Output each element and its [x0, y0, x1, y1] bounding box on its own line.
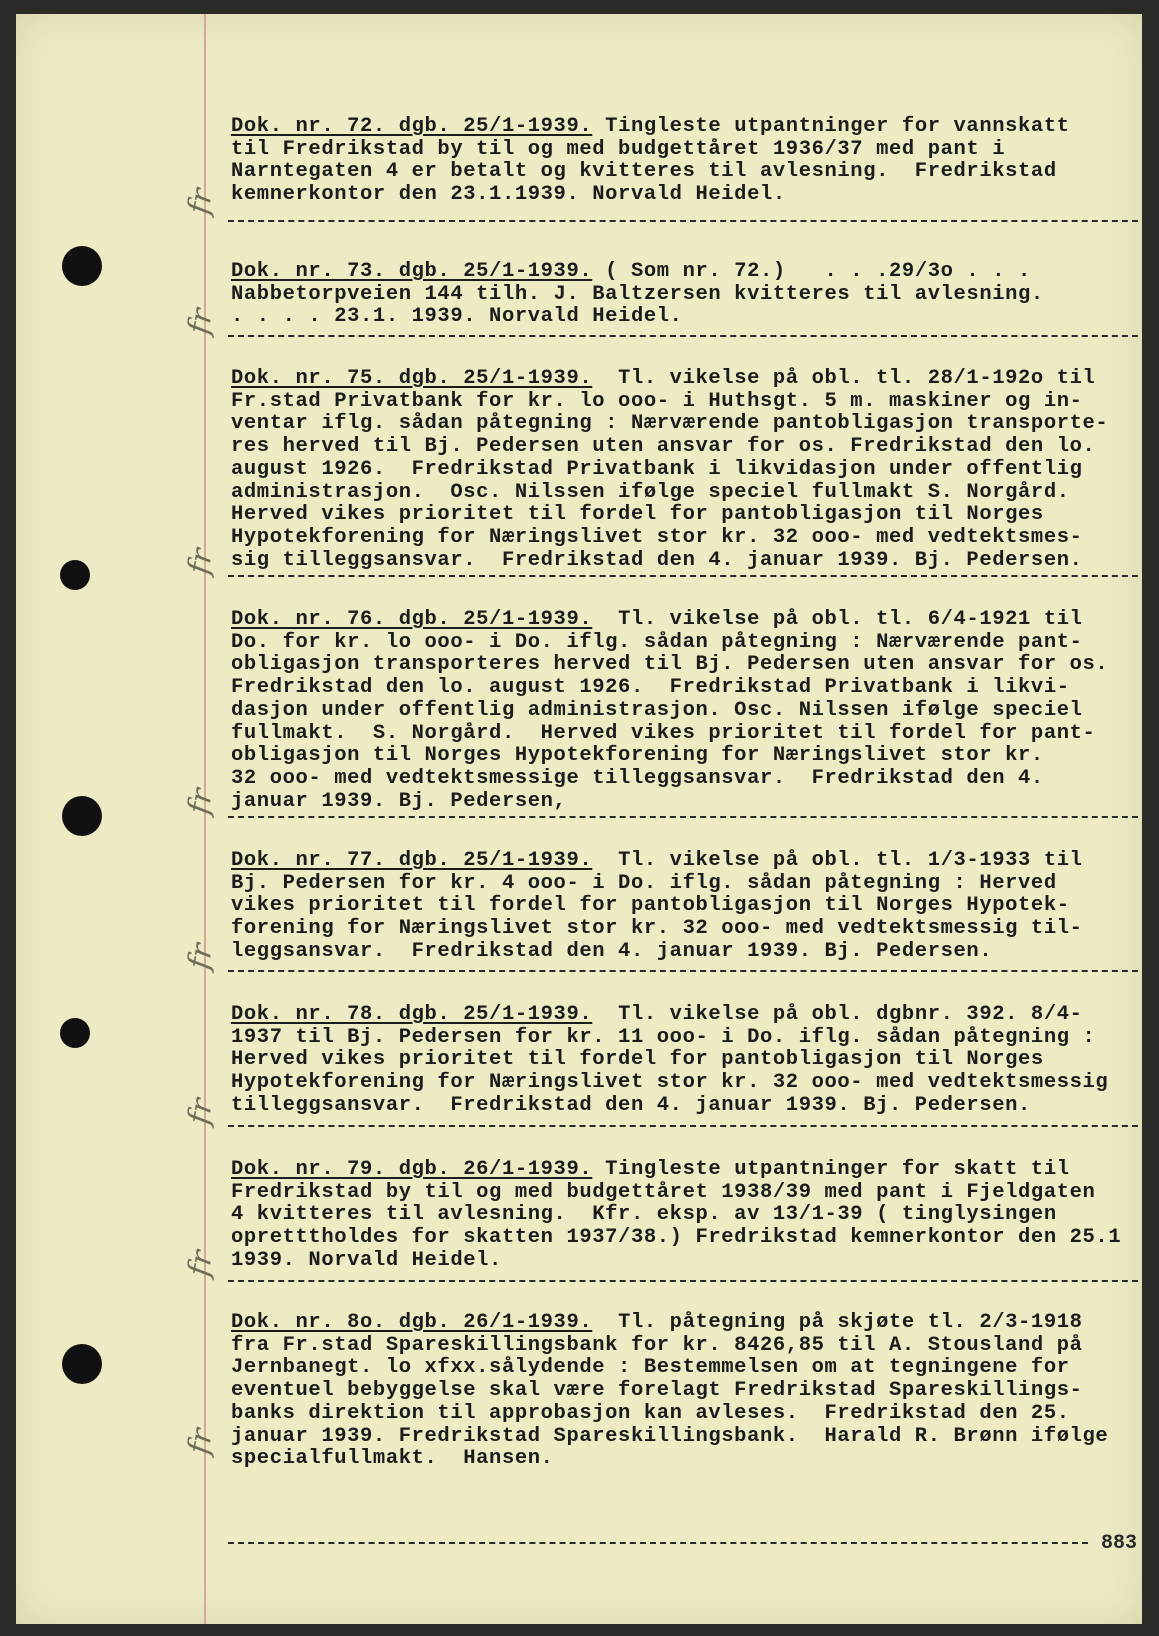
margin-mark: fr [181, 185, 221, 218]
margin-mark: fr [181, 940, 221, 973]
entry-line: Jernbanegt. lo xfxx.sålydende : Bestemmelsen om at tegningene for [231, 1356, 1070, 1380]
entry-line: til Fredrikstad by til og med budgettåret 1936/37 med pant i [231, 137, 1006, 161]
entry-text: ( Som nr. 72.) . . .29/3o . . . [592, 260, 1031, 283]
entry-line: res herved til Bj. Pedersen uten ansvar for os. Fredrikstad den lo. [231, 435, 1096, 459]
punch-hole [62, 246, 102, 286]
entry-80 [231, 1312, 1159, 1471]
entry-line: specialfullmakt. Hansen. [231, 1447, 554, 1471]
separator-line [228, 970, 1148, 972]
entry-line: Nabbetorpveien 144 tilh. J. Baltzersen kvitteres til avlesning. [231, 282, 1044, 306]
entry-line: 4 kvitteres til avlesning. Kfr. eksp. av 13/1-39 ( tinglysingen [231, 1203, 1057, 1227]
entry-line: ventar iflg. sådan påtegning : Nærværende pantobligasjon transporte- [231, 412, 1109, 436]
entry-text: Tl. påtegning på skjøte tl. 2/3-1918 [592, 1311, 1083, 1334]
separator-line [228, 1542, 1088, 1544]
entry-text: Tl. vikelse på obl. tl. 28/1-192o til [592, 367, 1096, 390]
entry-line: . . . . 23.1. 1939. Norvald Heidel. [231, 305, 683, 329]
margin-rule [204, 14, 206, 1624]
entry-line: tilleggsansvar. Fredrikstad den 4. januar 1939. Bj. Pedersen. [231, 1093, 1031, 1117]
separator-line [228, 1125, 1148, 1127]
entry-line: Do. for kr. lo ooo- i Do. iflg. sådan påtegning : Nærværende pant- [231, 630, 1083, 654]
entry-line: vikes prioritet til fordel for pantobligasjon til Norges Hypotek- [231, 894, 1070, 918]
entry-line: 32 ooo- med vedtektsmessige tilleggsansvar. Fredrikstad den 4. [231, 766, 1044, 790]
margin-mark: fr [181, 1247, 221, 1280]
margin-mark: fr [181, 1425, 221, 1458]
entry-line: 1939. Norvald Heidel. [231, 1248, 502, 1272]
entry-line: 1937 til Bj. Pedersen for kr. 11 ooo- i Do. iflg. sådan påtegning : [231, 1025, 1096, 1049]
punch-hole [62, 796, 102, 836]
entry-line: banks direktion til approbasjon kan avleses. Fredrikstad den 25. [231, 1401, 1070, 1425]
punch-hole [62, 1344, 102, 1384]
entry-line: Fredrikstad by til og med budgettåret 1938/39 med pant i Fjeldgaten [231, 1180, 1096, 1204]
separator-line [228, 575, 1148, 577]
entry-78 [231, 1004, 1159, 1118]
ledger-page [16, 14, 1142, 1624]
entry-line: august 1926. Fredrikstad Privatbank i likvidasjon under offentlig [231, 457, 1083, 481]
entry-line: obligasjon til Norges Hypotekforening for Næringslivet stor kr. [231, 744, 1044, 768]
entry-line: fra Fr.stad Spareskillingsbank for kr. 8426,85 til A. Stousland på [231, 1333, 1083, 1357]
entry-line: leggsansvar. Fredrikstad den 4. januar 1939. Bj. Pedersen. [231, 939, 993, 963]
entry-text: Tl. vikelse på obl. tl. 6/4-1921 til [592, 608, 1083, 631]
entry-heading: Dok. nr. 77. dgb. 25/1-1939. [231, 849, 593, 872]
entry-text: Tl. vikelse på obl. dgbnr. 392. 8/4- [592, 1003, 1083, 1026]
entry-heading: Dok. nr. 79. dgb. 26/1-1939. [231, 1158, 593, 1181]
punch-hole [60, 560, 90, 590]
margin-mark: fr [181, 305, 221, 338]
entry-heading: Dok. nr. 8o. dgb. 26/1-1939. [231, 1311, 593, 1334]
entry-76 [231, 609, 1159, 813]
entry-heading: Dok. nr. 76. dgb. 25/1-1939. [231, 608, 593, 631]
entry-line: Herved vikes prioritet til fordel for pantobligasjon til Norges [231, 1048, 1044, 1072]
margin-mark: fr [181, 1095, 221, 1128]
margin-mark: fr [181, 785, 221, 818]
entry-line: Fr.stad Privatbank for kr. lo ooo- i Huthsgt. 5 m. maskiner og in- [231, 389, 1083, 413]
separator-line [228, 816, 1148, 818]
entry-79 [231, 1159, 1159, 1273]
entry-text: Tl. vikelse på obl. tl. 1/3-1933 til [592, 849, 1083, 872]
entry-line: Narntegaten 4 er betalt og kvitteres til avlesning. Fredrikstad [231, 160, 1057, 184]
entry-line: Fredrikstad den lo. august 1926. Fredrikstad Privatbank i likvi- [231, 676, 1070, 700]
margin-mark: fr [181, 545, 221, 578]
entry-line: administrasjon. Osc. Nilssen ifølge speciel fullmakt S. Norgård. [231, 480, 1070, 504]
entry-line: eventuel bebyggelse skal være forelagt Fredrikstad Spareskillings- [231, 1379, 1083, 1403]
entry-line: sig tilleggsansvar. Fredrikstad den 4. januar 1939. Bj. Pedersen. [231, 548, 1083, 572]
page-number: 883 [1101, 1532, 1138, 1555]
entry-line: opretttholdes for skatten 1937/38.) Fredrikstad kemnerkontor den 25.1 [231, 1226, 1122, 1250]
entry-line: Herved vikes prioritet til fordel for pantobligasjon til Norges [231, 503, 1044, 527]
entry-text: Tingleste utpantninger for vannskatt [592, 115, 1070, 138]
separator-line [228, 1280, 1148, 1282]
entry-heading: Dok. nr. 73. dgb. 25/1-1939. [231, 260, 593, 283]
entry-line: januar 1939. Fredrikstad Spareskillingsbank. Harald R. Brønn ifølge [231, 1424, 1109, 1448]
entry-text: Tingleste utpantninger for skatt til [592, 1158, 1070, 1181]
entry-line: kemnerkontor den 23.1.1939. Norvald Heidel. [231, 183, 786, 207]
entry-line: forening for Næringslivet stor kr. 32 ooo- med vedtektsmessig til- [231, 917, 1083, 941]
entry-line: Hypotekforening for Næringslivet stor kr. 32 ooo- med vedtektsmes- [231, 525, 1083, 549]
separator-line [228, 220, 1148, 222]
entry-77 [231, 850, 1159, 964]
entry-73 [231, 261, 1159, 329]
entry-line: fullmakt. S. Norgård. Herved vikes prioritet til fordel for pant- [231, 721, 1096, 745]
entry-75 [231, 368, 1159, 572]
entry-heading: Dok. nr. 78. dgb. 25/1-1939. [231, 1003, 593, 1026]
entry-line: dasjon under offentlig administrasjon. Osc. Nilssen ifølge speciel [231, 698, 1083, 722]
punch-hole [60, 1018, 90, 1048]
entry-line: januar 1939. Bj. Pedersen, [231, 789, 567, 813]
entry-72 [231, 116, 1159, 207]
separator-line [228, 335, 1148, 337]
entry-line: obligasjon transporteres herved til Bj. Pedersen uten ansvar for os. [231, 653, 1109, 677]
entry-line: Bj. Pedersen for kr. 4 ooo- i Do. iflg. sådan påtegning : Herved [231, 871, 1057, 895]
entry-heading: Dok. nr. 75. dgb. 25/1-1939. [231, 367, 593, 390]
entry-heading: Dok. nr. 72. dgb. 25/1-1939. [231, 115, 593, 138]
entry-line: Hypotekforening for Næringslivet stor kr. 32 ooo- med vedtektsmessig [231, 1071, 1109, 1095]
